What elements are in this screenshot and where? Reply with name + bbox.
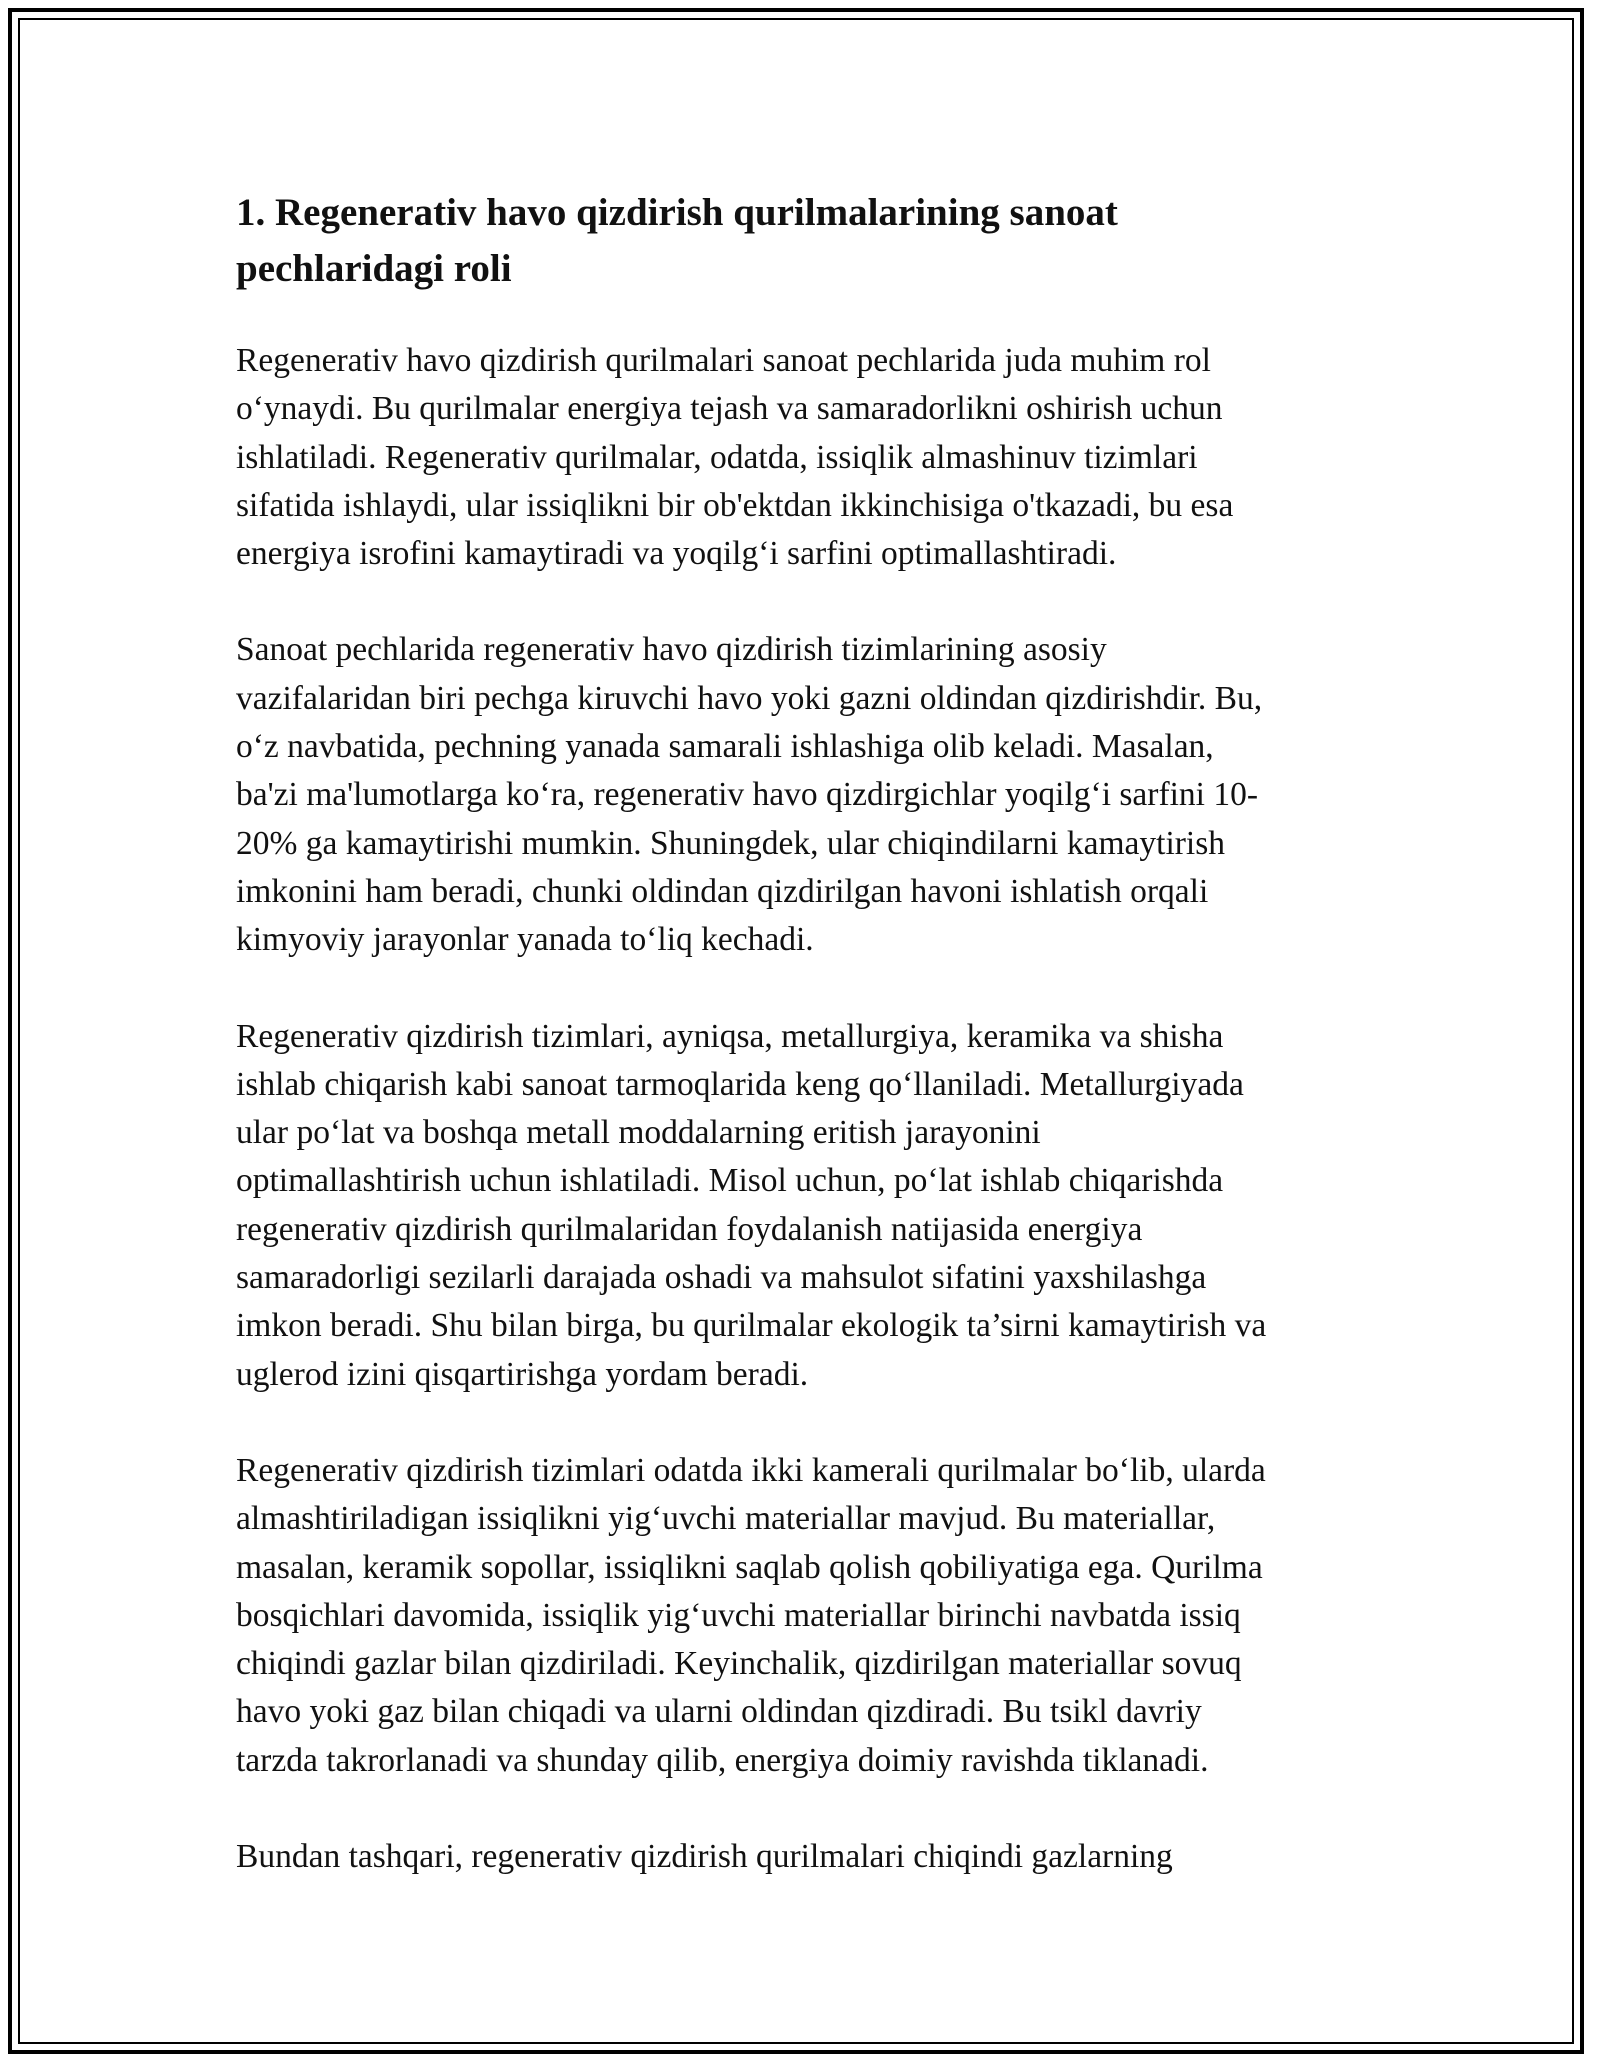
document-body: [236, 185, 1376, 1881]
paragraph-4: Regenerativ qizdirish tizimlari odatda ikki kamerali qurilmalar bo‘lib, ularda almashtiriladigan issiqlikni yig‘uvchi materiallar mavjud. Bu materiallar, masalan, keramik sopollar, issiqlikni saqlab qolish qobiliyatiga ega. Qurilma bosqichlari davomida, issiqlik yig‘uvchi materiallar birinchi navbatda issiq chiqindi gazlar bilan qizdiriladi. Keyinchalik, qizdirilgan materiallar sovuq havo yoki gaz bilan chiqadi va ularni oldindan qizdiradi. Bu tsikl davriy tarzda takrorlanadi va shunday qilib, energiya doimiy ravishda tiklanadi.: [236, 1451, 1266, 1779]
paragraph-3: Regenerativ qizdirish tizimlari, ayniqsa, metallurgiya, keramika va shisha ishlab chiqarish kabi sanoat tarmoqlarida keng qo‘llaniladi. Metallurgiyada ular po‘lat va boshqa metall moddalarning eritish jarayonini optimallashtirish uchun ishlatiladi. Misol uchun, po‘lat ishlab chiqarishda regenerativ qizdirish qurilmalaridan foydalanish natijasida energiya samaradorligi sezilarli darajada oshadi va mahsulot sifatini yaxshilashga imkon beradi. Shu bilan birga, bu qurilmalar ekologik ta’sirni kamaytirish va uglerod izini qisqartirishga yordam beradi.: [236, 1017, 1267, 1393]
paragraph-2: Sanoat pechlarida regenerativ havo qizdirish tizimlarining asosiy vazifalaridan biri pechga kiruvchi havo yoki gazni oldindan qizdirishdir. Bu, o‘z navbatida, pechning yanada samarali ishlashiga olib keladi. Masalan, ba'zi ma'lumotlarga ko‘ra, regenerativ havo qizdirgichlar yoqilg‘i sarfini 10- 20% ga kamaytirishi mumkin. Shuningdek, ular chiqindilarni kamaytirish imkonini ham beradi, chunki oldindan qizdirilgan havoni ishlatish orqali kimyoviy jarayonlar yanada to‘liq kechadi.: [236, 631, 1263, 959]
paragraph-5: Bundan tashqari, regenerativ qizdirish qurilmalari chiqindi gazlarning: [236, 1838, 1173, 1876]
paragraph-1: Regenerativ havo qizdirish qurilmalari sanoat pechlarida juda muhim rol o‘ynaydi. Bu qurilmalar energiya tejash va samaradorlikni oshirish uchun ishlatiladi. Regenerativ qurilmalar, odatda, issiqlik almashinuv tizimlari sifatida ishlaydi, ular issiqlikni bir ob'ektdan ikkinchisiga o'tkazadi, bu esa energiya isrofini kamaytiradi va yoqilg‘i sarfini optimallashtiradi.: [236, 342, 1234, 573]
page-title: 1. Regenerativ havo qizdirish qurilmalarining sanoat pechlaridagi roli: [236, 191, 1118, 290]
